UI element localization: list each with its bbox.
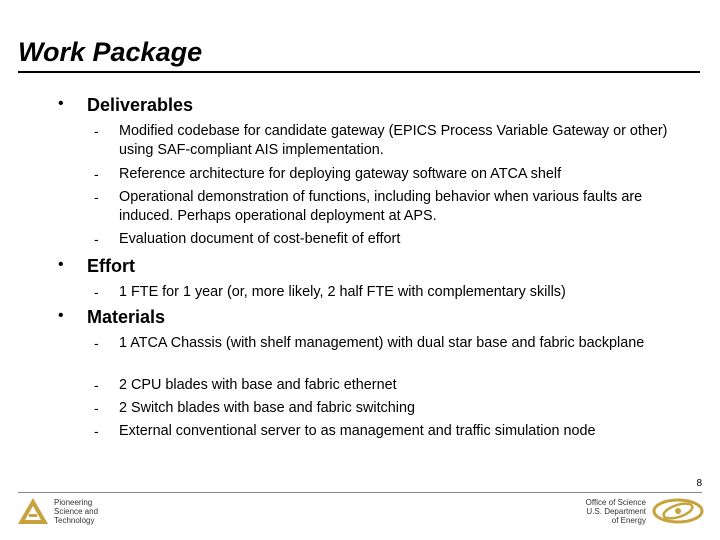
dash-marker: - — [94, 231, 99, 247]
slide-title: Work Package — [18, 37, 203, 67]
list-item-text: Modified codebase for candidate gateway (EPICS Process Variable Gateway or other) using SAF-compliant AIS implementation. — [119, 123, 668, 158]
list-item-text: Evaluation document of cost-benefit of effort — [119, 231, 401, 247]
list-item-text: 1 ATCA Chassis (with shelf management) with dual star base and fabric backplane — [119, 335, 645, 351]
bullet-icon: • — [58, 307, 64, 324]
dash-marker: - — [94, 400, 99, 416]
list-item-text: External conventional server to as management and traffic simulation node — [119, 423, 596, 439]
footer-left-line: Pioneering — [54, 498, 93, 507]
footer-right-line: Office of Science — [585, 498, 646, 507]
list-item-text: Operational demonstration of functions, including behavior when various faults are induced. Perhaps operational deployment at APS. — [119, 189, 643, 224]
section-heading: Materials — [87, 307, 166, 327]
footer-divider — [18, 492, 702, 493]
list-item-text: 1 FTE for 1 year (or, more likely, 2 half FTE with complementary skills) — [119, 284, 566, 300]
dash-marker: - — [94, 423, 99, 439]
footer-right-line: U.S. Department — [586, 507, 646, 516]
section-heading: Deliverables — [87, 95, 194, 115]
bullet-icon: • — [58, 95, 64, 112]
footer-left-line: Science and — [54, 507, 99, 516]
bullet-icon: • — [58, 256, 64, 273]
list-item-text: 2 CPU blades with base and fabric ethernet — [119, 377, 397, 393]
dash-marker: - — [94, 189, 99, 205]
dash-marker: - — [94, 335, 99, 351]
dash-marker: - — [94, 123, 99, 139]
dash-marker: - — [94, 284, 99, 300]
footer-left-line: Technology — [54, 516, 95, 525]
argonne-logo-icon — [17, 497, 49, 525]
footer-right-text — [586, 498, 646, 525]
doe-office-of-science-logo-icon — [652, 497, 704, 525]
title-underline — [18, 71, 700, 73]
footer-right-line: of Energy — [611, 516, 646, 525]
section-heading: Effort — [87, 256, 135, 276]
dash-marker: - — [94, 377, 99, 393]
footer-left-text — [54, 498, 98, 525]
list-item-text: Reference architecture for deploying gateway software on ATCA shelf — [119, 166, 562, 182]
page-number: 8 — [696, 478, 702, 489]
list-item-text: 2 Switch blades with base and fabric switching — [119, 400, 415, 416]
dash-marker: - — [94, 166, 99, 182]
